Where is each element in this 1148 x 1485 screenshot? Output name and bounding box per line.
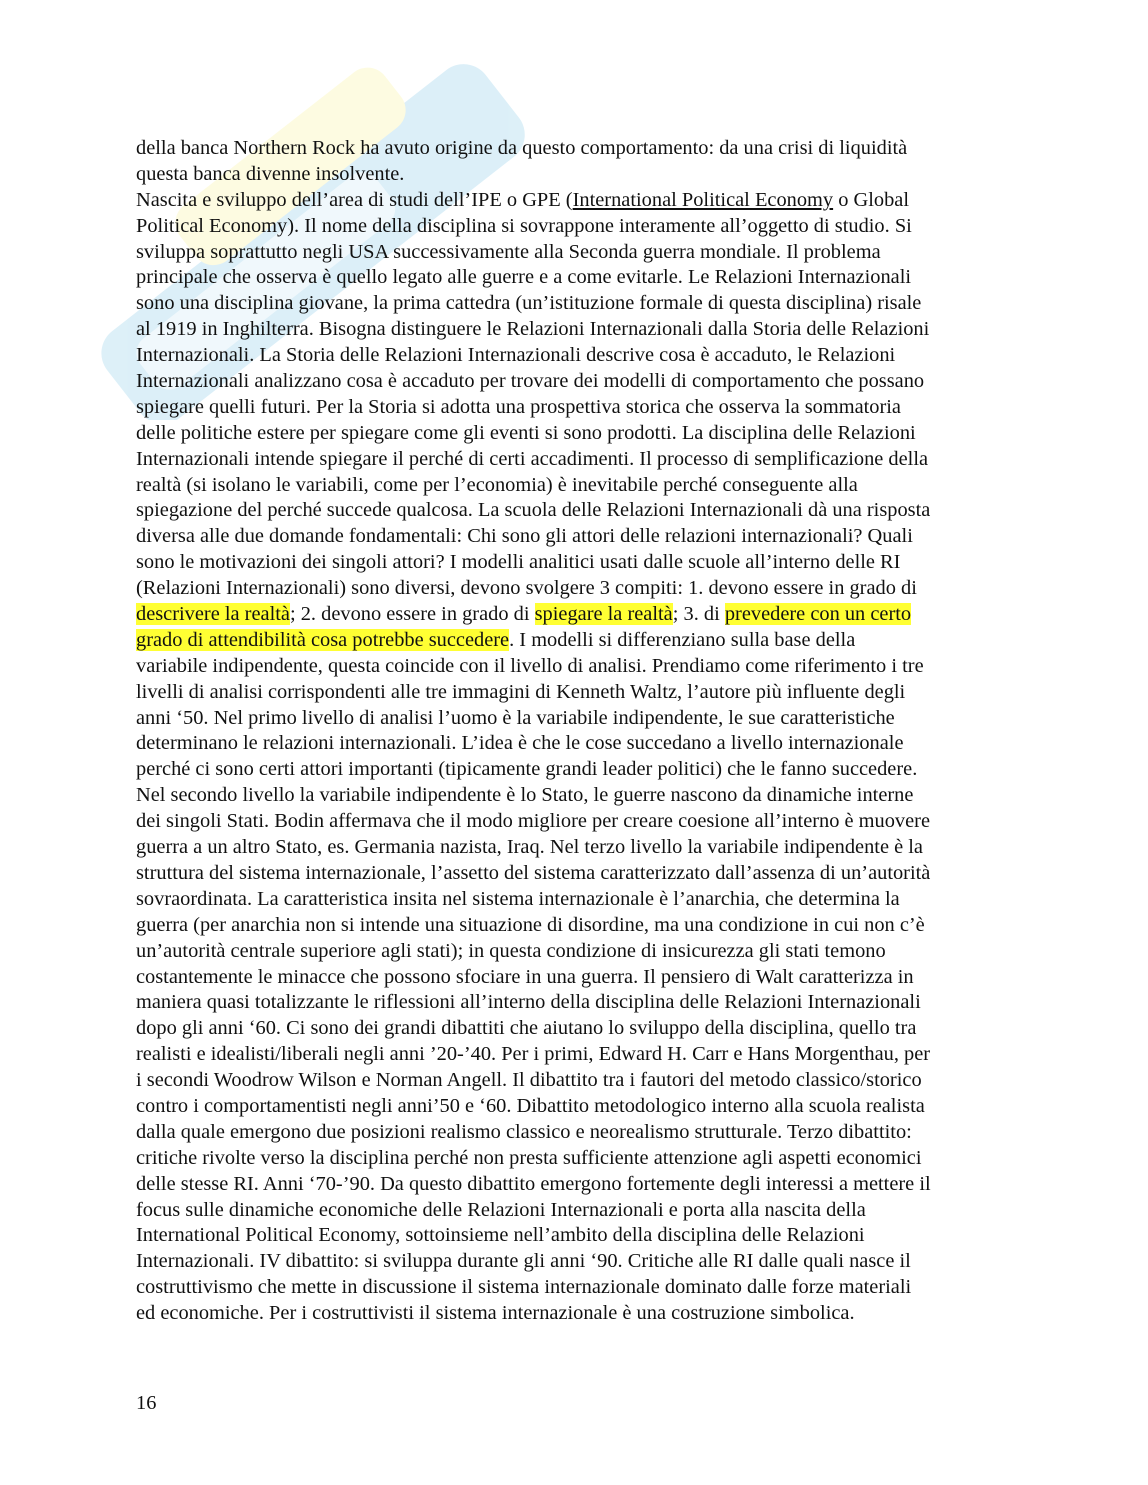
text-line [136,136,1036,162]
text-line [136,1275,1036,1301]
text-segment: anni ‘50. Nel primo livello di analisi l’uomo è la variabile indipendente, le sue caratteristiche [136,706,895,729]
text-line [136,835,1036,861]
text-segment: determinano le relazioni internazionali. L’idea è che le cose succedano a livello internazionale [136,732,904,755]
text-segment: contro i comportamentisti negli anni’50 e ‘60. Dibattito metodologico interno alla scuola realista [136,1094,925,1117]
text-segment: Internazionali. La Storia delle Relazioni Internazionali descrive cosa è accaduto, le Relazioni [136,344,896,367]
text-line [136,680,1036,706]
text-segment: critiche rivolte verso la disciplina perché non presta sufficiente attenzione agli aspetti economici [136,1146,922,1169]
text-segment: ed economiche. Per i costruttivisti il sistema internazionale è una costruzione simbolica. [136,1302,855,1325]
text-line [136,317,1036,343]
text-line [136,214,1036,240]
text-segment: guerra (per anarchia non si intende una situazione di disordine, ma una condizione in cui non c’è [136,913,925,936]
text-segment: spiegare quelli futuri. Per la Storia si adotta una prospettiva storica che osserva la sommatoria [136,395,901,418]
text-line [136,291,1036,317]
text-segment: . I modelli si differenziano sulla base della [509,628,856,651]
text-segment: realisti e idealisti/liberali negli anni ’20-’40. Per i primi, Edward H. Carr e Hans Morgenthau, per [136,1043,931,1066]
text-line [136,1198,1036,1224]
text-line [136,1172,1036,1198]
text-line [136,706,1036,732]
text-line [136,421,1036,447]
text-line [136,447,1036,473]
text-segment: sono le motivazioni dei singoli attori? I modelli analitici usati dalle scuole all’interno delle RI [136,551,901,574]
text-segment: delle stesse RI. Anni ‘70-’90. Da questo dibattito emergono fortemente degli interessi a mettere il [136,1172,931,1195]
text-segment: Nel secondo livello la variabile indipendente è lo Stato, le guerre nascono da dinamiche interne [136,784,914,807]
text-line [136,809,1036,835]
underlined-link-text[interactable]: International Political Economy [572,188,834,211]
text-line [136,913,1036,939]
text-segment: (Relazioni Internazionali) sono diversi, devono svolgere 3 compiti: 1. devono essere in grado di [136,577,917,600]
text-segment: livelli di analisi corrispondenti alle tre immagini di Kenneth Waltz, l’autore più influente degli [136,680,906,703]
text-line [136,654,1036,680]
text-segment: dei singoli Stati. Bodin affermava che il modo migliore per creare coesione all’interno è muovere [136,810,931,833]
text-line [136,524,1036,550]
text-line [136,939,1036,965]
text-line [136,1068,1036,1094]
text-line [136,240,1036,266]
text-line [136,965,1036,991]
text-segment: realtà (si isolano le variabili, come per l’economia) è inevitabile perché conseguente alla [136,473,858,496]
text-segment: maniera quasi totalizzante le riflessioni all’interno della disciplina delle Relazioni Internazionali [136,991,921,1014]
text-segment: questa banca divenne insolvente. [136,162,405,185]
text-line [136,369,1036,395]
text-segment: delle politiche estere per spiegare come gli eventi si sono prodotti. La disciplina delle Relazioni [136,421,916,444]
text-segment: Internazionali analizzano cosa è accaduto per trovare dei modelli di comportamento che possano [136,370,925,393]
text-segment: o Global [833,188,909,211]
text-segment: sovraordinata. La caratteristica insita nel sistema internazionale è l’anarchia, che determina la [136,887,900,910]
text-line [136,1094,1036,1120]
text-segment: un’autorità centrale superiore agli stati); in questa condizione di insicurezza gli stati temono [136,939,886,962]
text-segment: focus sulle dinamiche economiche delle Relazioni Internazionali e porta alla nascita della [136,1198,866,1221]
highlighted-text: prevedere con un certo [724,603,912,626]
text-line [136,1146,1036,1172]
text-line [136,550,1036,576]
text-line [136,395,1036,421]
text-line [136,498,1036,524]
document-body [136,136,1036,1327]
text-line [136,1016,1036,1042]
text-line [136,990,1036,1016]
text-segment: principale che osserva è quello legato alle guerre e a come evitarle. Le Relazioni Internazionali [136,266,912,289]
text-segment: sono una disciplina giovane, la prima cattedra (un’istituzione formale di questa disciplina) risale [136,292,922,315]
text-line [136,861,1036,887]
text-segment: della banca Northern Rock ha avuto origine da questo comportamento: da una crisi di liquidità [136,137,908,159]
text-line [136,265,1036,291]
text-segment: spiegazione del perché succede qualcosa. La scuola delle Relazioni Internazionali dà una risposta [136,499,931,522]
text-segment: guerra a un altro Stato, es. Germania nazista, Iraq. Nel terzo livello la variabile indipendente è la [136,836,923,859]
text-segment: perché ci sono certi attori importanti (tipicamente grandi leader politici) che le fanno succedere. [136,758,918,781]
text-segment: costantemente le minacce che possono sfociare in una guerra. Il pensiero di Walt caratterizza in [136,965,914,988]
text-segment: ; 3. di [672,603,725,626]
text-line [136,1249,1036,1275]
text-line [136,757,1036,783]
text-segment: Political Economy). Il nome della disciplina si sovrappone interamente all’oggetto di studio. Si [136,214,912,237]
highlighted-text: spiegare la realtà [534,603,673,626]
text-segment: dalla quale emergono due posizioni realismo classico e neorealismo strutturale. Terzo dibattito: [136,1120,912,1143]
text-line [136,188,1036,214]
text-line [136,162,1036,188]
text-line [136,731,1036,757]
text-segment: Internazionali intende spiegare il perché di certi accadimenti. Il processo di semplificazione della [136,447,929,470]
text-segment: International Political Economy, sottoinsieme nell’ambito della disciplina delle Relazioni [136,1224,865,1247]
text-segment: variabile indipendente, questa coincide con il livello di analisi. Prendiamo come riferimento i tre [136,654,924,677]
text-line [136,343,1036,369]
text-line [136,783,1036,809]
text-line [136,1223,1036,1249]
page-number: 16 [136,1392,157,1414]
text-line [136,1042,1036,1068]
text-segment: Internazionali. IV dibattito: si sviluppa durante gli anni ‘90. Critiche alle RI dalle quali nasce il [136,1250,911,1273]
text-segment: Nascita e sviluppo dell’area di studi dell’IPE o GPE ( [136,188,573,211]
text-line [136,1120,1036,1146]
text-segment: i secondi Woodrow Wilson e Norman Angell. Il dibattito tra i fautori del metodo classico/storico [136,1069,922,1092]
text-line [136,887,1036,913]
text-line [136,628,1036,654]
highlighted-text: descrivere la realtà [136,603,290,626]
text-segment: costruttivismo che mette in discussione il sistema internazionale dominato dalle forze materiali [136,1276,912,1299]
highlighted-text: grado di attendibilità cosa potrebbe succedere [136,628,510,651]
text-segment: struttura del sistema internazionale, l’assetto del sistema caratterizzato dall’assenza di un’autorità [136,861,931,884]
text-segment: dopo gli anni ‘60. Ci sono dei grandi dibattiti che aiutano lo sviluppo della disciplina, quello tra [136,1017,917,1040]
text-line [136,576,1036,602]
text-line [136,1301,1036,1327]
text-segment: al 1919 in Inghilterra. Bisogna distinguere le Relazioni Internazionali dalla Storia delle Relazioni [136,318,930,341]
text-line [136,473,1036,499]
text-line [136,602,1036,628]
text-segment: sviluppa soprattutto negli USA successivamente alla Seconda guerra mondiale. Il problema [136,240,881,263]
text-segment: ; 2. devono essere in grado di [289,603,535,626]
text-segment: diversa alle due domande fondamentali: Chi sono gli attori delle relazioni internazionali? Quali [136,525,913,548]
